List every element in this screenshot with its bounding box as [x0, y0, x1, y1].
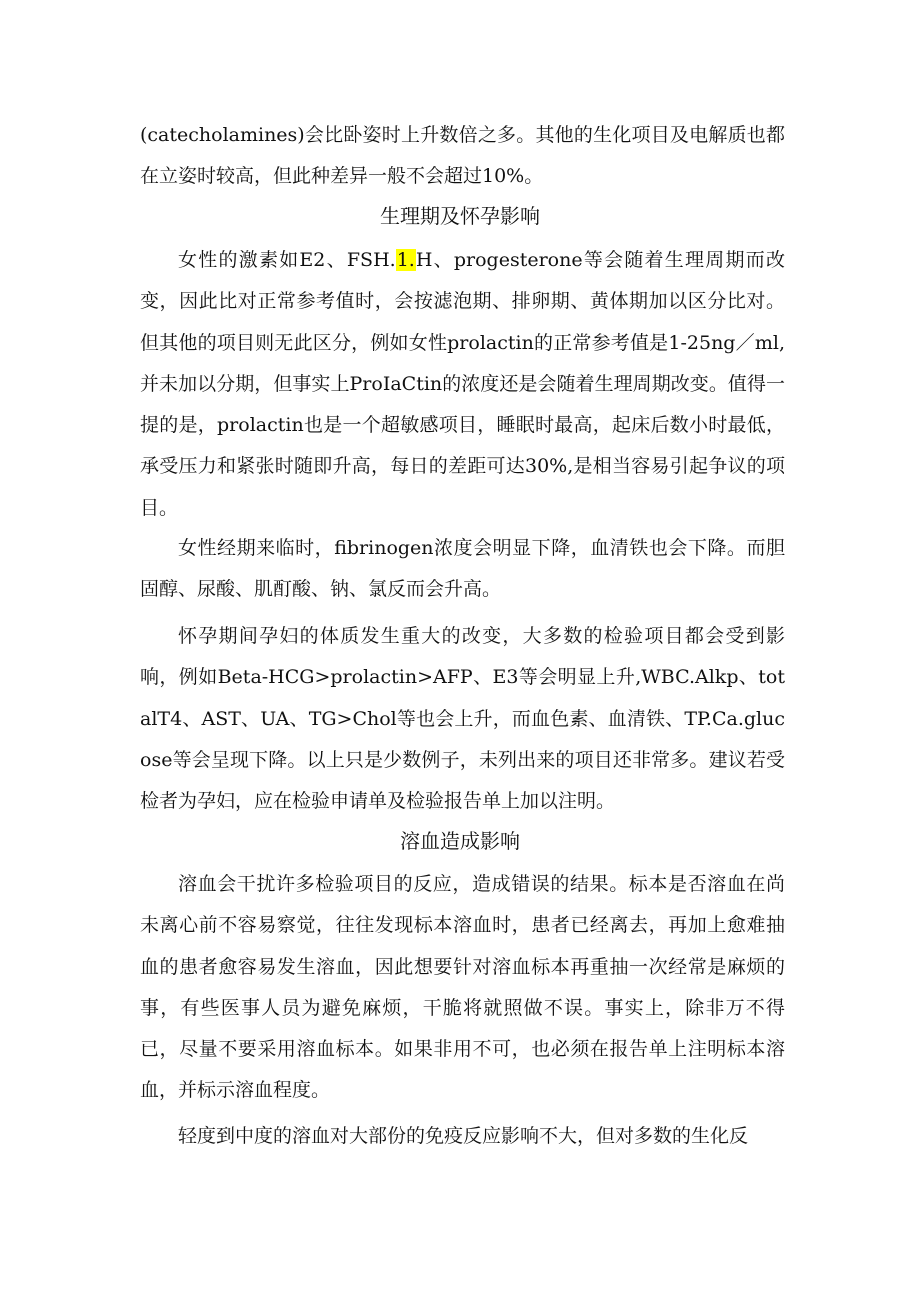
- section-heading-hemolysis: 溶血造成影响: [400, 829, 520, 853]
- paragraph-posture: (catecholamines)会比卧姿时上升数倍之多。其他的生化项目及电解质也都在立姿时较高，但此种差异一般不会超过10%。: [140, 124, 785, 188]
- paragraph-pregnancy: 怀孕期间孕妇的体质发生重大的改变，大多数的检验项目都会受到影响，例如Beta-HCG>prolactin>AFP、E3等会明显上升,WBC.Alkp、totalT4、AST、UA、TG>Chol等也会上升，而血色素、血清铁、TP.Ca.glucose等会呈现下降。以上只是少数例子，未列出来的项目还非常多。建议若受检者为孕妇，应在检验申请单及检验报告单上加以注明。: [140, 625, 785, 813]
- paragraph-hemolysis: 溶血会干扰许多检验项目的反应，造成错误的结果。标本是否溶血在尚未离心前不容易察觉，往往发现标本溶血时，患者已经离去，再加上愈难抽血的患者愈容易发生溶血，因此想要针对溶血标本再重抽一次经常是麻烦的事，有些医事人员为避免麻烦，干脆将就照做不误。事实上，除非万不得已，尽量不要采用溶血标本。如果非用不可，也必须在报告单上注明标本溶血，并标示溶血程度。: [140, 873, 785, 1102]
- paragraph-hormones-before: 女性的激素如E2、FSH.: [178, 249, 396, 271]
- paragraph-hormones-after: H、progesterone等会随着生理周期而改变，因此比对正常参考值时，会按滤泡期、排卵期、黄体期加以区分比对。但其他的项目则无此区分，例如女性prolactin的正常参考值是1-25ng／ml,并未加以分期，但事实上ProIaCtin的浓度还是会随着生理周期改变。值得一提的是，prolactin也是一个超敏感项目，睡眠时最高，起床后数小时最低，承受压力和紧张时随即升高，每日的差距可达30%,是相当容易引起争议的项目。: [140, 249, 785, 519]
- paragraph-hormones: [140, 240, 785, 530]
- highlighted-text: 1.: [396, 249, 415, 271]
- paragraph-menstruation: 女性经期来临时，fibrinogen浓度会明显下降，血清铁也会下降。而胆固醇、尿酸、肌酊酸、钠、氯反而会升高。: [140, 537, 785, 601]
- paragraph-hemolysis-effects: 轻度到中度的溶血对大部份的免疫反应影响不大，但对多数的生化反: [178, 1125, 749, 1147]
- section-heading-menstrual-pregnancy: 生理期及怀孕影响: [380, 204, 540, 228]
